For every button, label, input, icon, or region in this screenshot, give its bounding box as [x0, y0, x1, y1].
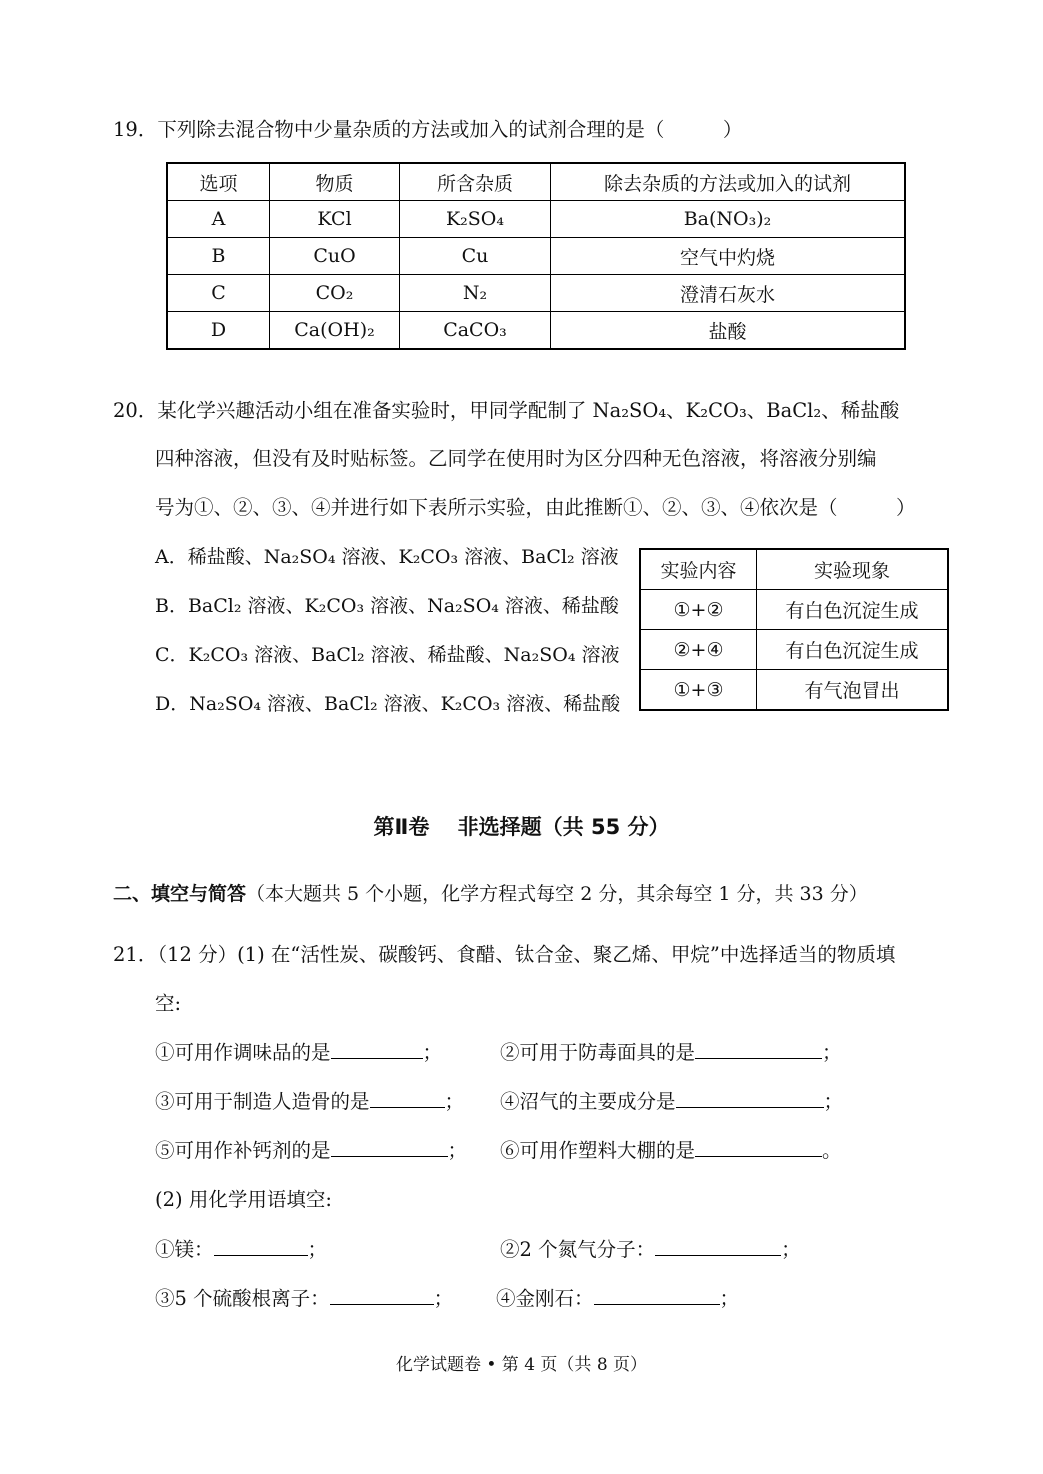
answer-blank[interactable] [330, 1286, 434, 1305]
table-header-cell: 所含杂质 [400, 163, 551, 201]
item-end: ； [822, 1041, 842, 1064]
table-cell: A [167, 201, 270, 238]
table-cell: 有白色沉淀生成 [757, 630, 949, 670]
item-end: ； [447, 1139, 468, 1162]
q20-option-d: D．Na₂SO₄ 溶液、BaCl₂ 溶液、K₂CO₃ 溶液、稀盐酸 [155, 693, 621, 715]
answer-blank[interactable] [370, 1089, 445, 1108]
item-label: ①镁： [155, 1238, 214, 1261]
table-row [167, 201, 905, 238]
q21-item2-3 [155, 1283, 453, 1311]
q21-item-5 [155, 1135, 467, 1163]
q21-item2-4 [496, 1283, 739, 1311]
q19-stem: 19．下列除去混合物中少量杂质的方法或加入的试剂合理的是（ ） [113, 118, 743, 141]
table-row [640, 590, 948, 630]
q19-table [166, 162, 906, 350]
item-label: ②可用于防毒面具的是 [500, 1041, 696, 1064]
q21-line2: 空: [155, 992, 182, 1015]
table-cell: ②+④ [640, 630, 757, 670]
table-row [640, 670, 948, 711]
answer-blank[interactable] [214, 1237, 308, 1256]
item-end: ； [307, 1238, 328, 1261]
table-header-row [167, 163, 905, 201]
table-cell: K₂SO₄ [400, 201, 551, 238]
item-label: ③5 个硫酸根离子： [155, 1287, 330, 1310]
q20-option-b: B．BaCl₂ 溶液、K₂CO₃ 溶液、Na₂SO₄ 溶液、稀盐酸 [155, 595, 619, 617]
item-label: ⑥可用作塑料大棚的是 [500, 1139, 696, 1162]
q20-option-a: A．稀盐酸、Na₂SO₄ 溶液、K₂CO₃ 溶液、BaCl₂ 溶液 [155, 546, 619, 568]
table-row [167, 238, 905, 275]
q21-item-4 [500, 1086, 843, 1114]
q21-item-6 [500, 1135, 842, 1163]
table-cell: CuO [270, 238, 400, 275]
answer-blank[interactable] [695, 1138, 822, 1157]
item-label: ①可用作调味品的是 [155, 1041, 331, 1064]
table-cell: 空气中灼烧 [551, 238, 906, 275]
q20-line3: 号为①、②、③、④并进行如下表所示实验，由此推断①、②、③、④依次是（ ） [155, 496, 916, 519]
table-header-cell: 实验现象 [757, 549, 949, 590]
part2-heading [113, 879, 868, 906]
table-row [167, 312, 905, 350]
table-cell: CaCO₃ [400, 312, 551, 350]
table-cell: CO₂ [270, 275, 400, 312]
q21-line1: 21．（12 分）(1) 在“活性炭、碳酸钙、食醋、钛合金、聚乙烯、甲烷”中选择适当的物质填 [113, 943, 896, 966]
item-label: ③可用于制造人造骨的是 [155, 1090, 370, 1113]
part2-label: 二、填空与简答 [113, 883, 247, 905]
answer-blank[interactable] [676, 1089, 824, 1108]
q20-line2: 四种溶液，但没有及时贴标签。乙同学在使用时为区分四种无色溶液，将溶液分别编 [155, 447, 877, 470]
table-cell: 盐酸 [551, 312, 906, 350]
table-cell: B [167, 238, 270, 275]
q20-option-c: C．K₂CO₃ 溶液、BaCl₂ 溶液、稀盐酸、Na₂SO₄ 溶液 [155, 644, 620, 666]
item-end: ； [433, 1287, 454, 1310]
table-row [167, 275, 905, 312]
table-cell: Ca(OH)₂ [270, 312, 400, 350]
answer-blank[interactable] [594, 1286, 720, 1305]
item-label: ④金刚石： [496, 1287, 594, 1310]
table-header-cell: 选项 [167, 163, 270, 201]
q20-line1: 20．某化学兴趣活动小组在准备实验时，甲同学配制了 Na₂SO₄、K₂CO₃、BaCl₂、稀盐酸 [113, 399, 900, 422]
page-footer: 化学试题卷 • 第 4 页（共 8 页） [395, 1355, 648, 1375]
q21-item-3 [155, 1086, 464, 1114]
table-cell: Cu [400, 238, 551, 275]
table-cell: ①+③ [640, 670, 757, 711]
table-cell: N₂ [400, 275, 551, 312]
table-cell: 有气泡冒出 [757, 670, 949, 711]
q20-table [639, 548, 949, 711]
answer-blank[interactable] [331, 1040, 423, 1059]
item-end: 。 [822, 1139, 842, 1162]
item-end: ； [823, 1090, 844, 1113]
table-header-cell: 除去杂质的方法或加入的试剂 [551, 163, 906, 201]
item-end: ； [422, 1041, 443, 1064]
q21-item-2 [500, 1037, 842, 1065]
table-header-cell: 物质 [270, 163, 400, 201]
item-end: ； [781, 1238, 801, 1261]
table-header-row [640, 549, 948, 590]
item-end: ； [444, 1090, 465, 1113]
table-cell: KCl [270, 201, 400, 238]
section-title: 第Ⅱ卷 非选择题（共 55 分） [373, 815, 670, 839]
table-cell: 澄清石灰水 [551, 275, 906, 312]
item-label: ⑤可用作补钙剂的是 [155, 1139, 331, 1162]
table-row [640, 630, 948, 670]
item-label: ④沼气的主要成分是 [500, 1090, 676, 1113]
table-cell: ①+② [640, 590, 757, 630]
item-label: ②2 个氮气分子： [500, 1238, 656, 1261]
table-cell: D [167, 312, 270, 350]
table-cell: C [167, 275, 270, 312]
q21-item2-1 [155, 1234, 327, 1262]
q21-part2-title: (2) 用化学用语填空: [155, 1188, 332, 1211]
table-header-cell: 实验内容 [640, 549, 757, 590]
q21-item-1 [155, 1037, 442, 1065]
part2-note: （本大题共 5 个小题，化学方程式每空 2 分，其余每空 1 分，共 33 分） [246, 883, 868, 905]
table-cell: Ba(NO₃)₂ [551, 201, 906, 238]
table-cell: 有白色沉淀生成 [757, 590, 949, 630]
q21-item2-2 [500, 1234, 801, 1262]
answer-blank[interactable] [655, 1237, 781, 1256]
item-end: ； [719, 1287, 740, 1310]
answer-blank[interactable] [331, 1138, 448, 1157]
answer-blank[interactable] [695, 1040, 822, 1059]
